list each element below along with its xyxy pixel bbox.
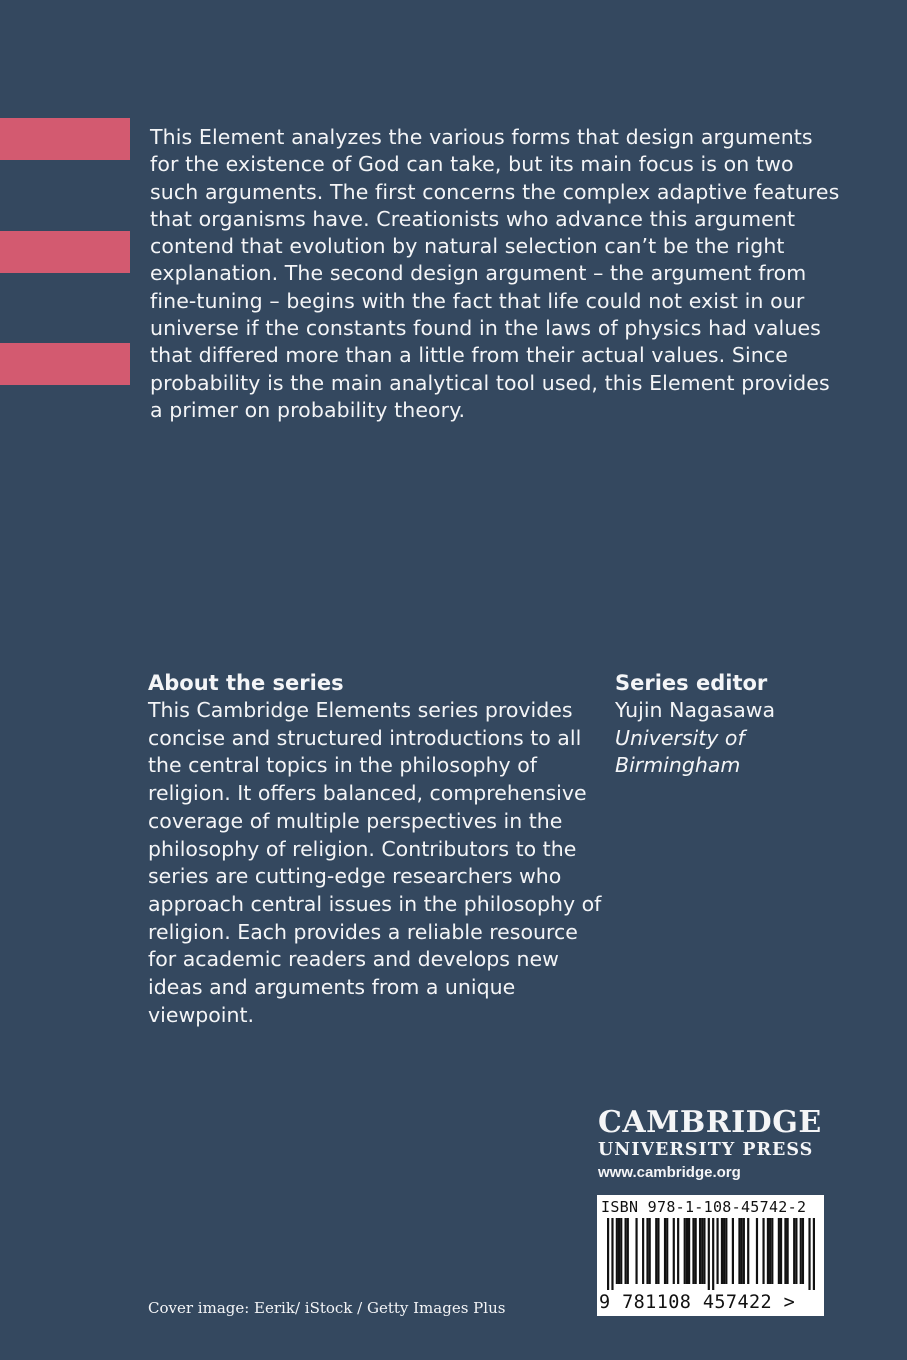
barcode-bar — [703, 1218, 705, 1284]
barcode-bars — [607, 1218, 815, 1290]
barcode-bar — [695, 1218, 697, 1284]
barcode-bar — [655, 1218, 657, 1284]
barcode-bar — [701, 1218, 703, 1284]
barcode-bar — [664, 1218, 666, 1284]
barcode-bar — [649, 1218, 651, 1284]
barcode-bar — [646, 1218, 648, 1284]
barcode-bar — [699, 1218, 701, 1284]
barcode-bar — [721, 1218, 723, 1284]
series-editor-section — [615, 669, 845, 780]
barcode-bar — [743, 1218, 745, 1284]
barcode-bar — [780, 1218, 782, 1284]
about-series-heading: About the series — [148, 671, 344, 695]
publisher-url[interactable]: www.cambridge.org — [598, 1164, 741, 1181]
barcode-bar — [712, 1218, 714, 1290]
barcode-bar — [771, 1218, 773, 1284]
barcode-bar — [767, 1218, 769, 1284]
barcode-bar — [607, 1218, 609, 1290]
barcode-bar — [677, 1218, 679, 1284]
barcode-bar — [666, 1218, 668, 1284]
barcode-bar — [762, 1218, 764, 1284]
publisher-logo — [598, 1107, 824, 1185]
accent-stripe-bottom — [0, 343, 130, 385]
isbn-text: ISBN 978-1-108-45742-2 — [601, 1198, 807, 1216]
barcode-bar — [620, 1218, 622, 1284]
cover-image-credit: Cover image: Eerik/ iStock / Getty Images Plus — [148, 1299, 506, 1317]
accent-stripe-middle — [0, 231, 130, 273]
barcode-bar — [611, 1218, 613, 1290]
barcode-bar — [688, 1218, 690, 1284]
barcode-bar — [723, 1218, 725, 1284]
barcode-bar — [802, 1218, 804, 1284]
barcode-bar — [692, 1218, 694, 1284]
series-editor-affiliation: University of Birmingham — [615, 725, 745, 778]
isbn-barcode — [597, 1195, 824, 1316]
barcode-bar — [784, 1218, 786, 1284]
barcode-bar — [778, 1218, 780, 1284]
accent-stripe-top — [0, 118, 130, 160]
publisher-name: CAMBRIDGE — [598, 1105, 822, 1140]
barcode-bar — [738, 1218, 740, 1284]
barcode-bar — [642, 1218, 644, 1284]
barcode-bar — [716, 1218, 718, 1284]
barcode-bar — [625, 1218, 627, 1284]
barcode-bar — [635, 1218, 637, 1284]
barcode-bar — [741, 1218, 743, 1284]
barcode-digits: 9 781108 457422 > — [599, 1292, 796, 1313]
barcode-bar — [793, 1218, 795, 1284]
barcode-bar — [813, 1218, 815, 1290]
barcode-bar — [732, 1218, 734, 1284]
barcode-bar — [756, 1218, 758, 1284]
barcode-bar — [725, 1218, 727, 1284]
barcode-bar — [616, 1218, 618, 1284]
barcode-bar — [769, 1218, 771, 1284]
barcode-bar — [686, 1218, 688, 1284]
barcode-bar — [708, 1218, 710, 1290]
barcode-bar — [618, 1218, 620, 1284]
series-editor-name: Yujin Nagasawa — [615, 698, 776, 722]
publisher-subname: UNIVERSITY PRESS — [598, 1140, 814, 1160]
barcode-bar — [747, 1218, 749, 1284]
barcode-bar — [808, 1218, 810, 1290]
about-series-text: This Cambridge Elements series provides concise and structured introductions to all the central topics in the philosophy of religion. It offers balanced, comprehensive coverage of multiple perspectives in the philosophy of religion. Contributors to the series are cutting-edge researchers who approach central issues in the philosophy of religion. Each provides a reliable resource for academic readers and develops new ideas and arguments from a unique viewpoint. — [148, 698, 602, 1027]
barcode-bar — [787, 1218, 789, 1284]
about-series-section — [148, 669, 603, 1029]
barcode-bar — [673, 1218, 675, 1284]
book-description: This Element analyzes the various forms that design arguments for the existence of God can take, but its main focus is on two such arguments. The first concerns the complex adaptive features that organisms have. Creationists who advance this argument contend that evolution by natural selection can’t be the right explanation. The second design argument – the argument from fine-tuning – begins with the fact that life could not exist in our universe if the constants found in the laws of physics had values that differed more than a little from their actual values. Since probability is the main analytical tool used, this Element provides a primer on probability theory. — [150, 125, 840, 422]
barcode-bar — [684, 1218, 686, 1284]
barcode-bar — [795, 1218, 797, 1284]
barcode-bar — [657, 1218, 659, 1284]
barcode-bar — [627, 1218, 629, 1284]
series-editor-heading: Series editor — [615, 671, 768, 695]
barcode-bar — [800, 1218, 802, 1284]
